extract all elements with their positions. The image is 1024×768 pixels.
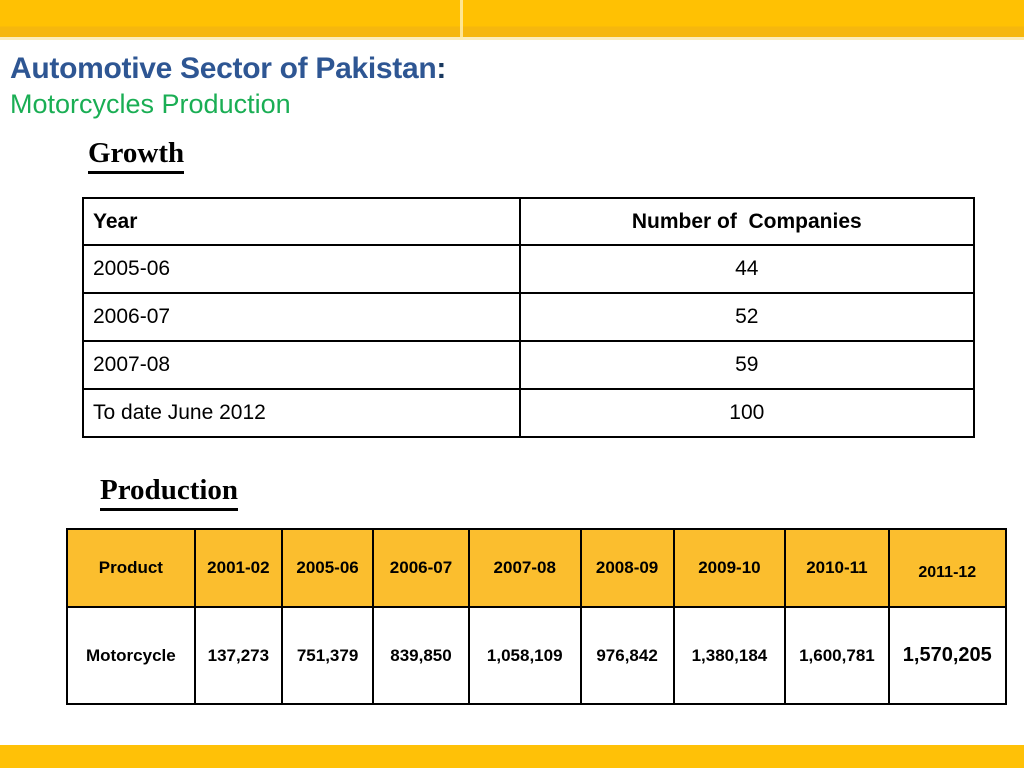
- production-cell-2010-11: 1,600,781: [785, 607, 888, 704]
- production-table-header-row: [67, 529, 1006, 607]
- growth-cell-count: 59: [520, 341, 974, 389]
- slide-title-text: Automotive Sector of Pakistan: [10, 52, 437, 85]
- growth-table-header-row: [83, 198, 974, 245]
- production-cell-2005-06: 751,379: [282, 607, 373, 704]
- production-header-2005-06: 2005-06: [282, 529, 373, 607]
- growth-row-2005: [83, 245, 974, 293]
- growth-table: [82, 197, 975, 438]
- production-cell-product: Motorcycle: [67, 607, 195, 704]
- production-data-row: [67, 607, 1006, 704]
- growth-header-year: Year: [83, 198, 520, 245]
- growth-heading-text: Growth: [88, 137, 184, 174]
- top-gold-bar: [0, 0, 1024, 40]
- growth-cell-year: 2007-08: [83, 341, 520, 389]
- growth-cell-count: 44: [520, 245, 974, 293]
- growth-cell-year: 2006-07: [83, 293, 520, 341]
- growth-cell-count: 100: [520, 389, 974, 437]
- production-heading: [100, 474, 238, 511]
- production-cell-2007-08: 1,058,109: [469, 607, 581, 704]
- slide-title-colon: :: [436, 52, 447, 85]
- growth-header-companies: Number of Companies: [520, 198, 974, 245]
- production-header-2008-09: 2008-09: [581, 529, 674, 607]
- production-cell-2008-09: 976,842: [581, 607, 674, 704]
- production-cell-2006-07: 839,850: [373, 607, 469, 704]
- slide-subtitle: Motorcycles Production: [10, 88, 291, 119]
- growth-row-2007: [83, 341, 974, 389]
- growth-row-todate: [83, 389, 974, 437]
- production-table: [66, 528, 1007, 705]
- growth-cell-count: 52: [520, 293, 974, 341]
- production-header-product: Product: [67, 529, 195, 607]
- bottom-gold-bar: [0, 745, 1024, 768]
- production-cell-2011-12: 1,570,205: [889, 607, 1006, 704]
- production-header-2001-02: 2001-02: [195, 529, 282, 607]
- slide-title: [10, 52, 446, 87]
- growth-row-2006: [83, 293, 974, 341]
- production-header-2006-07: 2006-07: [373, 529, 469, 607]
- production-heading-text: Production: [100, 474, 238, 511]
- production-cell-2009-10: 1,380,184: [674, 607, 786, 704]
- production-header-2011-12: 2011-12: [889, 529, 1006, 607]
- growth-cell-year: To date June 2012: [83, 389, 520, 437]
- production-cell-2001-02: 137,273: [195, 607, 282, 704]
- production-header-2009-10: 2009-10: [674, 529, 786, 607]
- top-bar-divider: [460, 0, 463, 40]
- growth-heading: [88, 137, 184, 174]
- growth-cell-year: 2005-06: [83, 245, 520, 293]
- production-header-2007-08: 2007-08: [469, 529, 581, 607]
- title-block: [10, 52, 446, 120]
- production-header-2010-11: 2010-11: [785, 529, 888, 607]
